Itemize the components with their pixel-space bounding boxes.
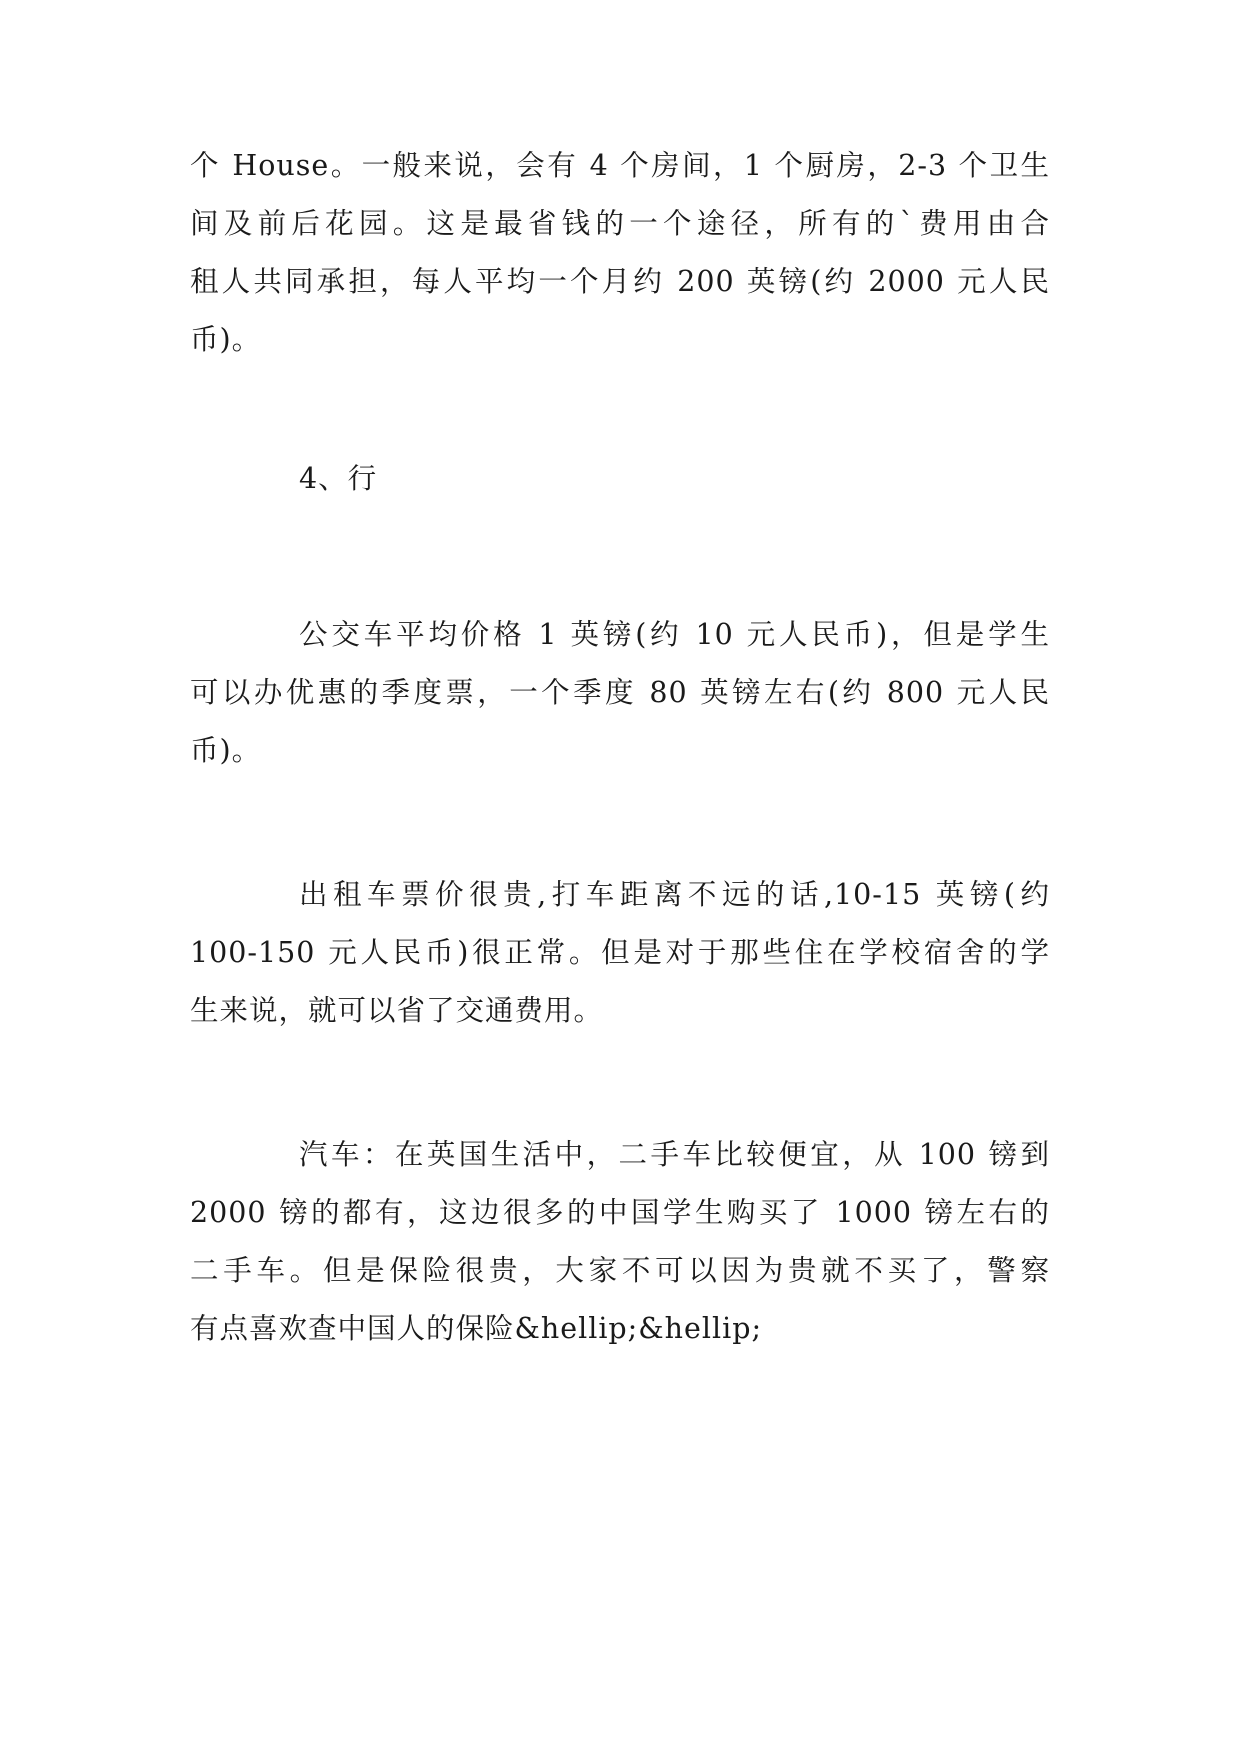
text-line: 租人共同承担，每人平均一个月约 200 英镑(约 2000 元人民 — [190, 265, 1050, 298]
paragraph-housing-share — [190, 137, 1050, 369]
text-line: 币)。 — [190, 734, 262, 767]
text-line: 有点喜欢查中国人的保险&hellip;&hellip; — [190, 1312, 763, 1345]
text-line: 2000 镑的都有，这边很多的中国学生购买了 1000 镑左右的 — [190, 1196, 1050, 1229]
text-line: 100-150 元人民币)很正常。但是对于那些住在学校宿舍的学 — [190, 936, 1050, 969]
text-line: 二手车。但是保险很贵，大家不可以因为贵就不买了，警察 — [190, 1254, 1050, 1287]
text-line: 生来说，就可以省了交通费用。 — [190, 994, 604, 1027]
section-heading — [190, 450, 1050, 508]
text-line: 公交车平均价格 1 英镑(约 10 元人民币)，但是学生 — [299, 618, 1050, 651]
heading-text: 4、行 — [299, 462, 378, 495]
text-line: 个 House。一般来说，会有 4 个房间，1 个厨房，2-3 个卫生 — [190, 149, 1050, 182]
text-line: 间及前后花园。这是最省钱的一个途径，所有的`费用由合 — [190, 207, 1050, 240]
paragraph-car — [190, 1126, 1050, 1358]
text-line: 出租车票价很贵,打车距离不远的话,10-15 英镑(约 — [299, 878, 1050, 911]
paragraph-bus — [190, 606, 1050, 780]
text-line: 币)。 — [190, 323, 262, 356]
text-line: 可以办优惠的季度票，一个季度 80 英镑左右(约 800 元人民 — [190, 676, 1050, 709]
paragraph-taxi — [190, 866, 1050, 1040]
text-line: 汽车：在英国生活中，二手车比较便宜，从 100 镑到 — [299, 1138, 1050, 1171]
